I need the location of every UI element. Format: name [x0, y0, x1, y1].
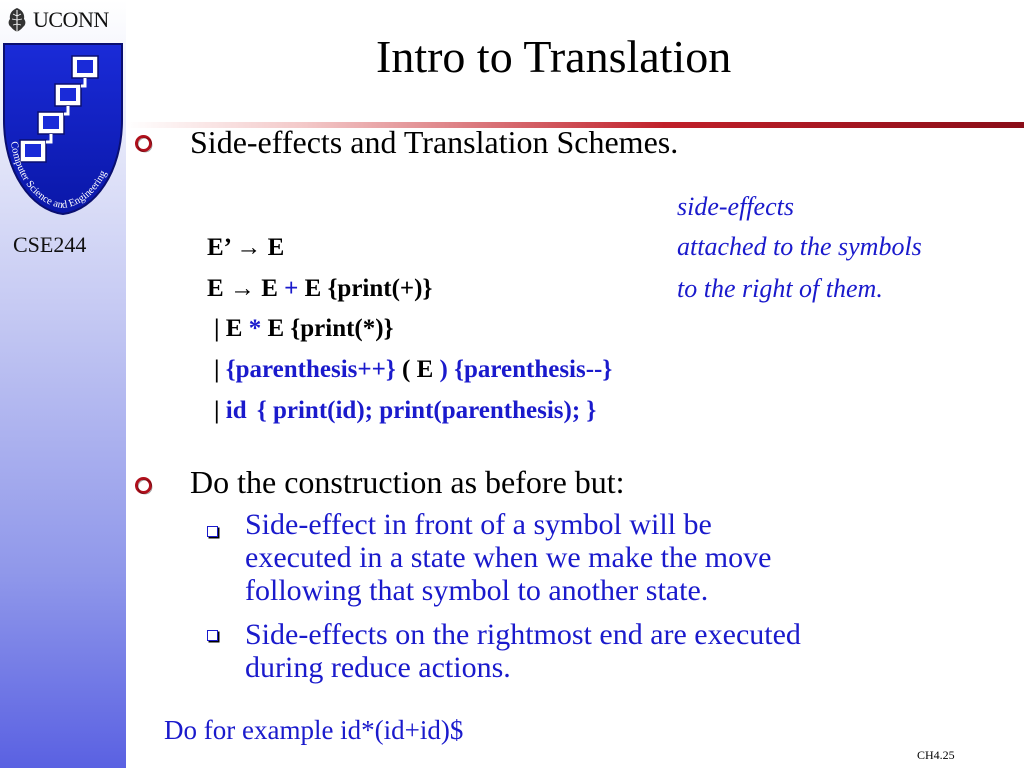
side-note-2: attached to the symbols — [677, 232, 922, 261]
sub-bullet-line: executed in a state when we make the move — [245, 541, 772, 574]
bullet-ring-icon — [134, 476, 154, 496]
production-5 — [214, 397, 596, 425]
production-symbol: E — [225, 315, 243, 342]
production-symbol: E — [267, 315, 285, 342]
side-note-1: side-effects — [677, 192, 794, 221]
arrow-icon: → — [229, 275, 255, 302]
uconn-wordmark — [4, 6, 109, 34]
university-name: UCONN — [33, 7, 109, 32]
semantic-action-post: {parenthesis--} — [454, 356, 613, 383]
sidebar — [0, 0, 126, 768]
production-1 — [207, 234, 284, 262]
slide-number: CH4.25 — [917, 748, 955, 762]
bullet-ring-icon — [134, 134, 154, 154]
sub-bullet-1 — [245, 508, 771, 607]
semantic-action-pre: {parenthesis++} — [225, 356, 396, 383]
square-bullet-icon — [207, 526, 218, 537]
sub-bullet-line: Side-effects on the rightmost end are executed — [245, 618, 801, 651]
sub-bullet-line: during reduce actions. — [245, 651, 511, 684]
slide-title: Intro to Translation — [376, 31, 732, 82]
production-symbol: E — [261, 275, 278, 302]
square-bullet-icon — [207, 630, 218, 641]
operator-star: * — [248, 315, 262, 342]
cse-department-logo — [0, 42, 126, 222]
semantic-action: {print(*)} — [290, 315, 394, 342]
bullet-1: Side-effects and Translation Schemes. — [190, 124, 679, 160]
production-4 — [214, 356, 612, 384]
sub-bullet-line: following that symbol to another state. — [245, 574, 709, 607]
production-symbol: E — [416, 356, 434, 383]
side-note-3: to the right of them. — [677, 274, 883, 303]
oak-leaf-icon — [4, 6, 30, 34]
alternative-bar: | — [214, 356, 220, 383]
alternative-bar: | — [214, 315, 220, 342]
left-paren: ( — [402, 356, 411, 383]
production-2 — [207, 275, 432, 303]
operator-plus: + — [284, 275, 299, 302]
example-text: Do for example id*(id+id)$ — [164, 715, 464, 745]
sub-bullet-2 — [245, 618, 801, 684]
logo-caption: Computer Science and Engineering — [7, 140, 110, 212]
bullet-2: Do the construction as before but: — [190, 464, 625, 500]
production-lhs: E — [207, 275, 224, 302]
semantic-action: { print(id); print(parenthesis); } — [256, 397, 597, 424]
right-paren: ) — [439, 356, 448, 383]
production-symbol: E — [304, 275, 322, 302]
sub-bullet-line: Side-effect in front of a symbol will be — [245, 508, 712, 541]
alternative-bar: | — [214, 397, 220, 424]
arrow-icon: → — [236, 234, 262, 261]
course-code: CSE244 — [13, 232, 87, 257]
production-lhs: E’ — [207, 234, 231, 261]
semantic-action: {print(+)} — [327, 275, 433, 302]
production-rhs: E — [267, 234, 285, 261]
production-3 — [214, 315, 393, 343]
terminal-id: id — [225, 397, 247, 424]
